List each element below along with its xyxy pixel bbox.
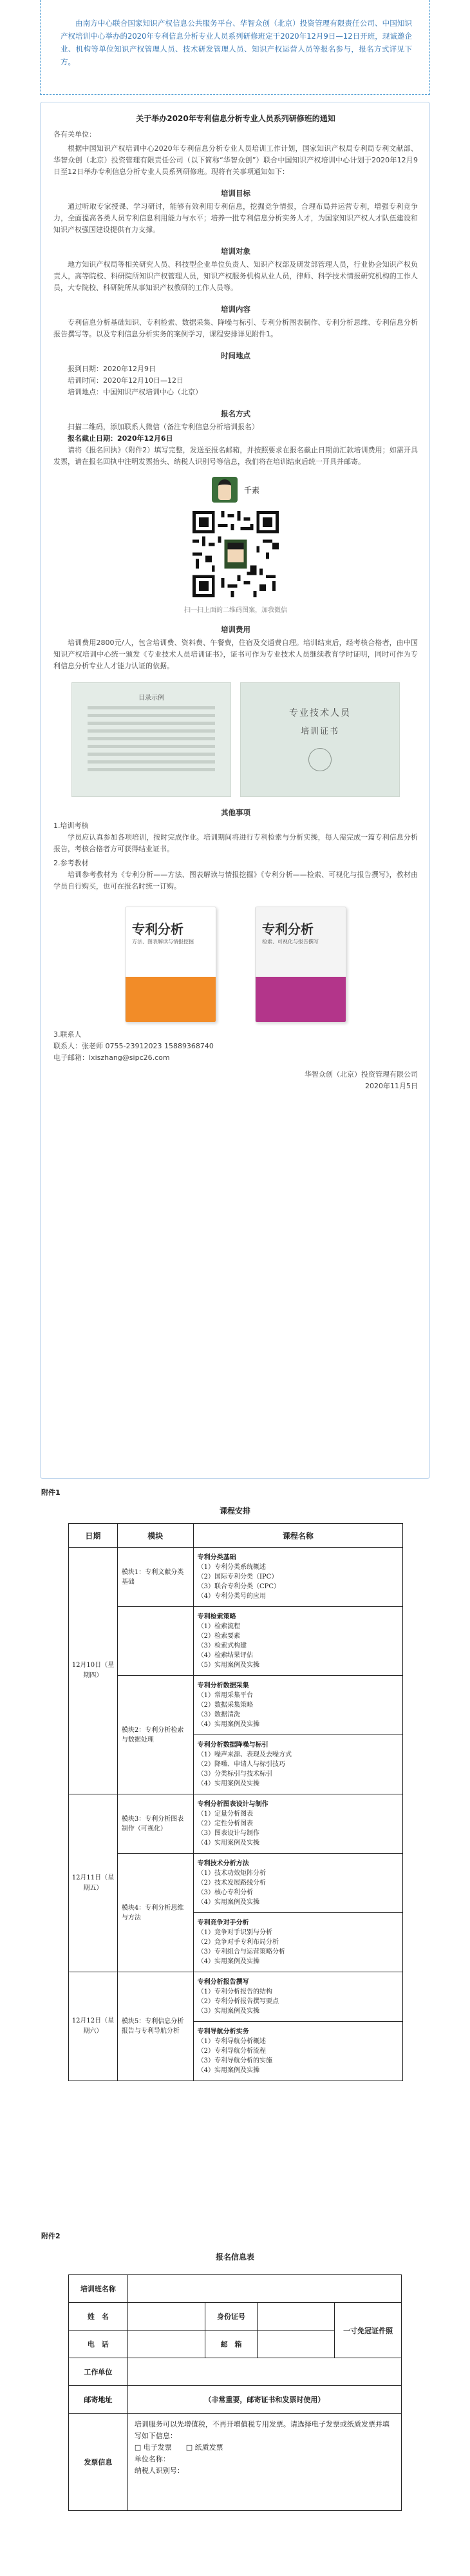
textbook-1-subtitle: 方法、图表解读与情报挖掘: [132, 939, 194, 945]
schedule-module: 模块1：专利文献分类基础: [117, 1548, 193, 1607]
notice-card: [40, 102, 430, 1479]
contact-phone: 联系人：张老师 0755-23912023 15889368740: [53, 1042, 214, 1050]
topic-item: （2）专利分析报告撰写要点: [197, 1998, 279, 2005]
schedule-table: [68, 1523, 403, 2081]
fee-heading: 培训费用: [221, 625, 250, 634]
time-heading: 时间地点: [221, 351, 250, 360]
photo-box[interactable]: 一寸免冠证件照: [335, 2303, 402, 2358]
id-field[interactable]: [258, 2303, 335, 2331]
class-label: 培训班名称: [69, 2275, 128, 2303]
work-field[interactable]: [127, 2358, 401, 2386]
schedule-module: 模块4：专利分析思维与方法: [117, 1854, 193, 1972]
sign-date: 2020年11月5日: [365, 1082, 418, 1090]
signup-text: 请将《报名回执》（附件2）填写完整，发送至报名邮箱，并按照要求在报名截止日期前汇款培训费用；如需开具发票，请在报名回执中注明发票抬头、纳税人识别号等信息，我们将在培训结束后统一开具并邮寄。: [53, 446, 418, 466]
topic-heading: 专利分析图表设计与制作: [197, 1801, 268, 1808]
schedule-date: 12月11日（星期五）: [69, 1794, 118, 1972]
registration-table: [68, 2274, 402, 2511]
topic-item: （4）检索结果评估: [197, 1652, 254, 1659]
schedule-topic: [193, 1735, 402, 1794]
certificate-cover-title: 专业技术人员: [289, 708, 351, 718]
contact-title: 3.联系人: [53, 1030, 82, 1039]
schedule-date: 12月12日（星期六）: [69, 1972, 118, 2081]
topic-item: （3）实用案例及实操: [197, 2008, 260, 2015]
sign-org: 华智众创（北京）投资管理有限公司: [305, 1070, 418, 1079]
topic-item: （2）专利导航分析流程: [197, 2048, 267, 2055]
topic-heading: 专利技术分析方法: [197, 1860, 249, 1867]
schedule-module: 模块2：专利分析检索与数据处理: [117, 1676, 193, 1794]
topic-item: （1）常用采集平台: [197, 1692, 254, 1699]
topic-item: （4）实用案例及实操: [197, 1780, 260, 1787]
topic-item: （4）专利分类号的应用: [197, 1593, 267, 1600]
invoice-taxid: 纳税人识别号：: [134, 2466, 184, 2475]
training-time: 培训时间：2020年12月10日—12日: [68, 376, 183, 385]
attachment-1-label: 附件1: [41, 1488, 61, 1497]
schedule-topic: [193, 1854, 402, 1913]
topic-item: （3）分类标引与技术标引: [197, 1771, 273, 1778]
topic-item: （2）竞争对手专利布局分析: [197, 1939, 279, 1946]
avatar: [212, 477, 238, 503]
topic-item: （2）技术发展路线分析: [197, 1879, 267, 1887]
topic-item: （1）竞争对手识别与分析: [197, 1929, 273, 1936]
topic-heading: 专利分析报告撰写: [197, 1979, 249, 1986]
topic-item: （1）专利分析报告的结构: [197, 1988, 273, 1995]
other-2-title: 2.参考教材: [53, 859, 89, 867]
textbook-1-title: 专利分析: [132, 921, 183, 937]
schedule-topic: [193, 1607, 402, 1676]
topic-heading: 专利导航分析实务: [197, 2028, 249, 2035]
textbook-images: [53, 907, 418, 1023]
textbook-2-title: 专利分析: [262, 921, 314, 937]
content-text: 专利信息分析基础知识、专利检索、数据采集、降噪与标引、专利分析图表制作、专利分析思维、专利信息分析报告撰写等。以及专利信息分析实务的案例学习，课程安排详见附件1。: [53, 318, 418, 338]
topic-item: （1）检索流程: [197, 1623, 241, 1630]
other-2-text: 培训参考教材为《专利分析——方法、图表解读与情报挖掘》《专利分析——检索、可视化与报告撰写》，教材由学员自行购买，也可在报名时统一订购。: [53, 870, 418, 890]
reg-row-work: [69, 2358, 402, 2386]
topic-heading: 专利分析数据采集: [197, 1682, 249, 1689]
topic-item: （1）专利分类系统概述: [197, 1564, 267, 1571]
certificate-cover-subtitle: 培训证书: [300, 727, 339, 736]
reg-row-post: [69, 2386, 402, 2414]
schedule-topic: [193, 1548, 402, 1607]
header-course: 课程名称: [193, 1524, 402, 1548]
header-date: 日期: [69, 1524, 118, 1548]
schedule-row: [69, 1607, 403, 1676]
intro-text: 由南方中心联合国家知识产权信息公共服务平台、华智众创（北京）投资管理有限责任公司、中国知识产权培训中心举办的2020年专利信息分析专业人员系列研修班定于2020年12月9日—12日开班，现诚邀企业、机构等单位知识产权管理人员、技术研发管理人员、知识产权运营人员等报名参与，报名方式详见下方。: [61, 18, 412, 66]
class-field[interactable]: [127, 2275, 401, 2303]
goal-heading: 培训目标: [221, 189, 250, 198]
email-label: 邮 箱: [205, 2331, 258, 2358]
topic-heading: 专利分类基础: [197, 1554, 236, 1561]
phone-field[interactable]: [127, 2331, 205, 2358]
schedule-row: [69, 1972, 403, 2022]
other-1-title: 1.培训考核: [53, 822, 89, 830]
attachment-2-label: 附件2: [41, 2232, 61, 2240]
topic-item: （2）降噪、申请人与标引技巧: [197, 1761, 286, 1768]
email-field[interactable]: [258, 2331, 335, 2358]
topic-item: （4）实用案例及实操: [197, 1721, 260, 1728]
invoice-label: 发票信息: [69, 2414, 128, 2511]
topic-item: （2）国际专利分类（IPC）: [197, 1573, 278, 1581]
qr-note: 扫一扫上面的二维码图案，加我微信: [184, 607, 287, 614]
schedule-topic: [193, 2022, 402, 2081]
post-label: 邮寄地址: [69, 2386, 128, 2414]
schedule-date: 12月10日（星期四）: [69, 1548, 118, 1794]
certificate-inside-heading: 目录示例: [138, 695, 164, 702]
schedule-topic: [193, 1972, 402, 2022]
topic-item: （3）专利导航分析的实施: [197, 2057, 273, 2064]
contact-email[interactable]: 电子邮箱：lxiszhang@sipc26.com: [53, 1053, 170, 1062]
signup-instruction: 扫描二维码，添加联系人微信（备注专利信息分析培训报名）: [68, 423, 259, 431]
schedule-topic: [193, 1794, 402, 1854]
name-field[interactable]: [127, 2303, 205, 2331]
topic-item: （4）实用案例及实操: [197, 1840, 260, 1847]
topic-item: （1）技术功效矩阵分析: [197, 1870, 267, 1877]
textbook-2-subtitle: 检索、可视化与报告撰写: [262, 939, 319, 945]
schedule-row: [69, 1854, 403, 1913]
content-heading: 培训内容: [221, 305, 250, 314]
topic-item: （3）数据清洗: [197, 1711, 241, 1718]
topic-item: （3）专利组合与运营策略分析: [197, 1948, 286, 1956]
topic-heading: 专利分析数据降噪与标引: [197, 1742, 268, 1749]
topic-item: （3）核心专利分析: [197, 1889, 254, 1896]
topic-item: （4）实用案例及实操: [197, 1899, 260, 1906]
topic-heading: 专利检索策略: [197, 1613, 236, 1620]
fee-text: 培训费用2800元/人，包含培训费、资料费、午餐费，住宿及交通费自理。培训结束后，经考核合格者，由中国知识产权培训中心统一颁发《专业技术人员培训证书》，证书可作为专业技术人员继续教育学时证明，同时可作为专利信息分析专业人才能力认证的依据。: [53, 639, 418, 670]
object-heading: 培训对象: [221, 247, 250, 256]
signup-deadline: 报名截止日期：2020年12月6日: [68, 434, 173, 443]
certificate-cover: [240, 682, 400, 797]
other-heading: 其他事项: [221, 808, 250, 817]
schedule-row: [69, 1794, 403, 1854]
other-1-text: 学员应认真参加各项培训，按时完成作业。培训期间将进行专利检索与分析实操，每人需完成一篇专利信息分析报告，考核合格者方可获得结业证书。: [53, 833, 418, 853]
schedule-topic: [193, 1676, 402, 1735]
topic-item: （2）数据采集策略: [197, 1702, 254, 1709]
topic-item: （4）实用案例及实操: [197, 1958, 260, 1965]
post-note[interactable]: （非常重要，邮寄证书和发票时使用）: [127, 2386, 401, 2414]
invoice-company: 单位名称：: [134, 2455, 170, 2463]
topic-item: （1）定量分析图表: [197, 1811, 254, 1818]
intro-paragraph: 根据中国知识产权培训中心2020年专利信息分析专业人员培训工作计划，国家知识产权局专利局专利文献部、华智众创（北京）投资管理有限责任公司（以下简称“华智众创”）联合中国知识产权培训中心计划于2020年12月9日至12日举办专利信息分析专业人员系列研修班。现将有关事项通知如下：: [53, 144, 418, 176]
schedule-module: 模块5：专利信息分析报告与专利导航分析: [117, 1972, 193, 2081]
phone-label: 电 话: [69, 2331, 128, 2358]
reg-row-class: [69, 2275, 402, 2303]
schedule-module: 模块3：专利分析图表制作（可视化）: [117, 1794, 193, 1854]
schedule-topic: [193, 1913, 402, 1972]
contact-name: 千素: [243, 485, 259, 495]
wechat-qr-code[interactable]: [189, 508, 282, 601]
salutation: 各有关单位：: [53, 130, 96, 139]
schedule-header-row: [69, 1524, 403, 1548]
topic-item: （3）检索式构建: [197, 1642, 247, 1649]
topic-item: （2）定性分析图表: [197, 1820, 254, 1827]
topic-item: （2）检索要素: [197, 1633, 241, 1640]
textbook-2: [255, 907, 346, 1023]
schedule-row: [69, 1548, 403, 1607]
name-label: 姓 名: [69, 2303, 128, 2331]
goal-text: 通过听取专家授课、学习研讨，能够有效利用专利信息，挖掘竞争情报，合理布局并运营专利，增强专利竞争力，全面提高各类人员专利信息利用能力与水平；培养一批专利信息分析实务人才，为国家知识产权人才队伍建设和知识产权强国建设提供有力支撑。: [53, 202, 418, 234]
training-place: 培训地点：中国知识产权培训中心（北京）: [68, 388, 202, 396]
invoice-type-options[interactable]: □ 电子发票 □ 纸质发票: [134, 2443, 223, 2452]
topic-item: （1）噪声来源、表现及去噪方式: [197, 1751, 292, 1758]
certificate-inside: [71, 682, 231, 797]
topic-item: （4）实用案例及实操: [197, 2067, 260, 2074]
schedule-module: [117, 1607, 193, 1676]
topic-item: （3）联合专利分类（CPC）: [197, 1583, 281, 1590]
invoice-field[interactable]: [127, 2414, 401, 2511]
contact-card: [53, 477, 418, 503]
signup-heading: 报名方式: [221, 409, 250, 418]
notice-title: 关于举办2020年专利信息分析专业人员系列研修班的通知: [136, 114, 335, 123]
topic-item: （1）专利导航分析概述: [197, 2038, 267, 2045]
cnipa-logo-icon: [308, 748, 332, 771]
certificate-images: [53, 682, 418, 797]
topic-item: （3）图表设计与制作: [197, 1830, 260, 1837]
topic-heading: 专利竞争对手分析: [197, 1919, 249, 1927]
work-label: 工作单位: [69, 2358, 128, 2386]
invoice-note: 培训服务可以先增值税，不再开增值税专用发票。请选择电子发票或纸质发票并填写如下信息：: [134, 2420, 390, 2440]
reg-row-invoice: [69, 2414, 402, 2511]
textbook-1: [125, 907, 216, 1023]
topic-item: （5）实用案例及实操: [197, 1662, 260, 1669]
object-text: 地方知识产权局等相关研究人员、科技型企业单位负责人、知识产权部及研发部管理人员，行业协会知识产权负责人，高等院校、科研院所知识产权管理人员，知识产权服务机构从业人员，律师、科学技术情报研究机构的工作人员，大专院校、科研院所从事知识产权教研的工作人员等。: [53, 260, 418, 292]
schedule-title: 课程安排: [219, 1506, 250, 1515]
report-date: 报到日期：2020年12月9日: [68, 365, 156, 373]
registration-title: 报名信息表: [215, 2253, 254, 2262]
id-label: 身份证号: [205, 2303, 258, 2331]
reg-row-name: [69, 2303, 402, 2331]
schedule-row: [69, 1676, 403, 1735]
header-module: 模块: [117, 1524, 193, 1548]
